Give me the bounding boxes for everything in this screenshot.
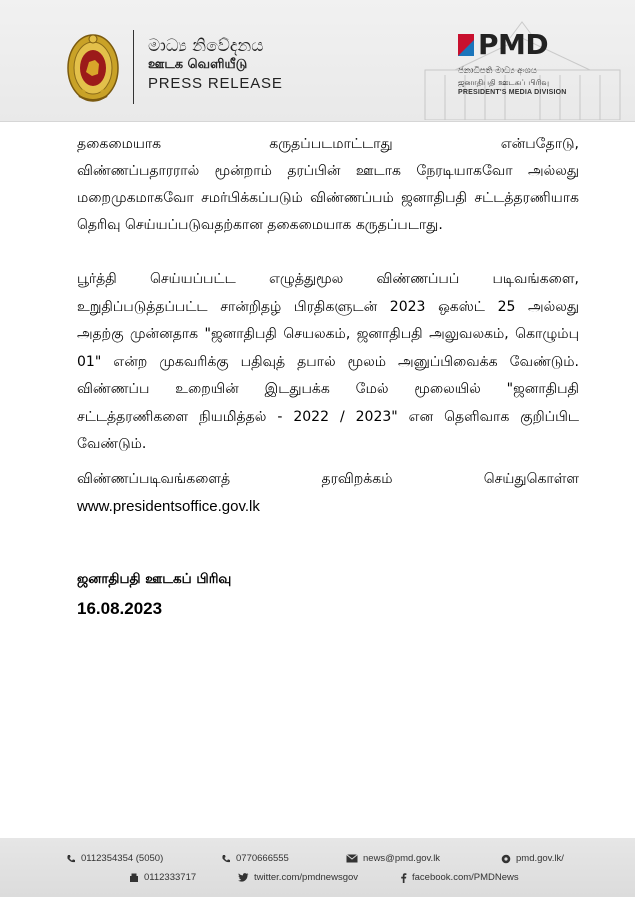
twitter-handle[interactable]: twitter.com/pmdnewsgov <box>254 872 359 883</box>
mobile-contact <box>221 853 289 864</box>
sri-lanka-emblem-icon <box>65 30 121 104</box>
twitter-contact <box>238 872 358 883</box>
header-divider <box>133 30 134 104</box>
letterhead <box>0 0 635 122</box>
phone-number: 0112354354 (5050) <box>81 853 164 864</box>
mobile-number: 0770666555 <box>236 853 289 864</box>
pmd-logo <box>458 30 608 98</box>
signature-name: ஜனாதிபதி ஊடகப் பிரிவு <box>77 571 232 587</box>
press-release-title <box>148 36 283 94</box>
paragraph-3 <box>77 466 579 521</box>
email-address[interactable]: news@pmd.gov.lk <box>363 853 441 864</box>
phone-contact <box>66 853 163 864</box>
paragraph-2: பூர்த்தி செய்யப்பட்ட எழுத்துமூல விண்ணப்பப் படிவங்களை, உறுதிப்படுத்தப்பட்ட சான்றிதழ் பிரதிகளுடன் 2023 ஒகஸ்ட் 25 அல்லது அதற்கு முன்னதாக "ஜனாதிபதி செயலகம், ஜனாதிபதி அலுவலகம், கொழும்பு 01" என்ற முகவரிக்கு பதிவுத் தபால் மூலம் அனுப்பிவைக்க வேண்டும். விண்ணப்ப உறையின் இடதுபக்க மேல் மூலையில் "ஜனாதிபதி சட்டத்தரணிகளை நியமித்தல் - 2022 / 2023" என தெளிவாக குறிப்பிட வேண்டும். <box>77 271 579 452</box>
pmd-logo-mark-icon <box>458 34 474 56</box>
globe-icon <box>501 854 511 864</box>
paragraph-1-rest: விண்ணப்பதாரரால் மூன்றாம் தரப்பின் ஊடாக நேரடியாகவோ அல்லது மறைமுகமாகவோ சமர்பிக்கப்படும் விண்ணப்பம் ஜனாதிபதி சட்டத்தரணியாக தெரிவு செய்யப்படுவதற்கான தகைமையாக கருதப்படாது. <box>77 163 579 233</box>
email-contact <box>346 853 440 864</box>
release-date: 16.08.2023 <box>77 599 163 618</box>
web-contact <box>501 853 564 864</box>
pmd-english: PRESIDENT'S MEDIA DIVISION <box>458 89 567 96</box>
fax-icon <box>129 873 139 883</box>
phone-icon <box>66 854 76 864</box>
pmd-sinhala: ජනාධිපති මාධ්‍ය අංශය <box>458 66 537 76</box>
fax-contact <box>129 872 196 883</box>
pmd-brand: PMD <box>478 28 549 61</box>
title-english: PRESS RELEASE <box>148 75 283 92</box>
contact-footer <box>0 838 635 897</box>
title-sinhala: මාධ්‍ය නිවේදනය <box>148 36 264 56</box>
facebook-page[interactable]: facebook.com/PMDNews <box>412 872 519 883</box>
facebook-contact <box>400 872 519 883</box>
email-icon <box>346 854 358 863</box>
website-link[interactable]: www.presidentsoffice.gov.lk <box>77 498 260 515</box>
pmd-tamil: ஜனாதிபதி ஊடகப் பிரிவு <box>458 78 549 87</box>
website-address[interactable]: pmd.gov.lk/ <box>516 853 564 864</box>
twitter-icon <box>238 873 249 882</box>
facebook-icon <box>400 873 407 883</box>
paragraph-1 <box>77 131 579 239</box>
phone-icon <box>221 854 231 864</box>
paragraph-3-text: விண்ணப்படிவங்களைத் தரவிறக்கம் செய்துகொள்ள <box>77 471 579 487</box>
fax-number: 0112333717 <box>144 872 197 883</box>
title-tamil: ஊடக வெளியீடு <box>148 57 248 72</box>
paragraph-1-first-line: தகைமையாக கருதப்படமாட்டாது என்பதோடு, <box>77 136 579 152</box>
